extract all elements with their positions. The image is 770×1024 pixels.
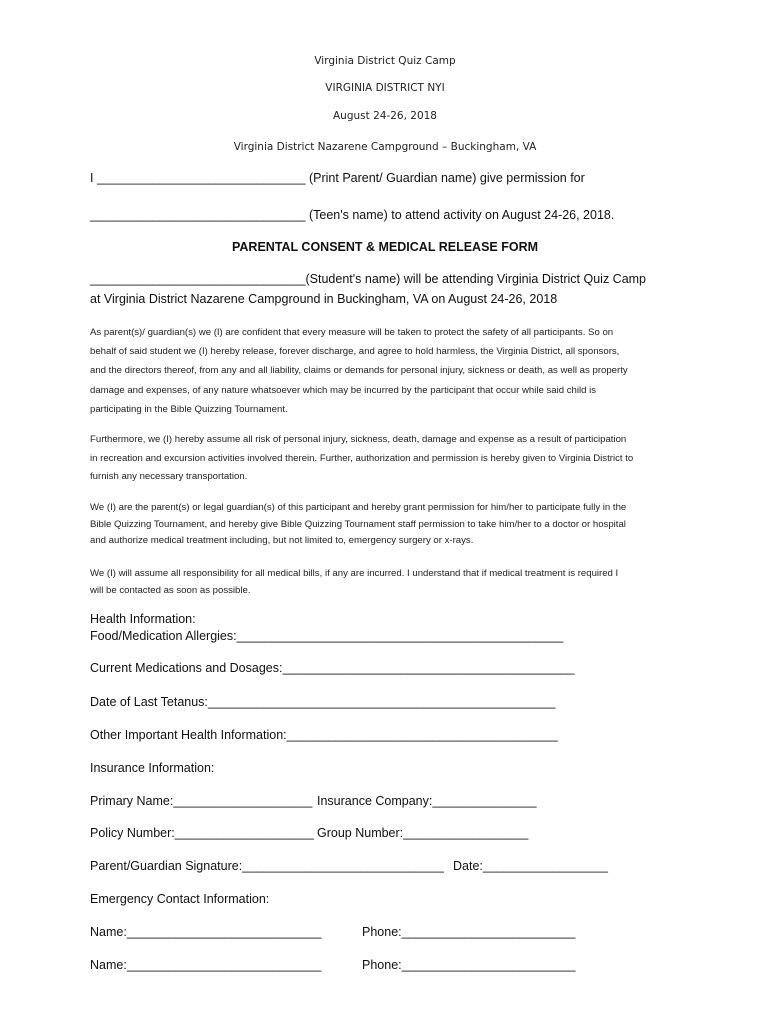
group-number-field[interactable]: Group Number:__________________ — [317, 826, 529, 840]
insurance-info-heading: Insurance Information: — [90, 761, 215, 775]
teen-permission-line: _______________________________ (Teen's name) to attend activity on August 24-26, 2018. — [90, 208, 615, 222]
paragraph-line: We (I) are the parent(s) or legal guardian(s) of this participant and hereby grant permission for him/her to participate fully in the — [90, 502, 627, 513]
event-location: Virginia District Nazarene Campground – Buckingham, VA — [233, 141, 537, 153]
insurance-company-field[interactable]: Insurance Company:_______________ — [317, 794, 537, 808]
medical-bills-paragraph — [90, 565, 650, 599]
camp-name: Virginia District Quiz Camp — [314, 55, 456, 67]
signature-date-field[interactable]: Date:__________________ — [453, 859, 609, 873]
paragraph-line: and authorize medical treatment including, but not limited to, emergency surgery or x-rays. — [90, 535, 474, 546]
emergency-contact-heading: Emergency Contact Information: — [90, 892, 270, 906]
emergency-phone-field-2[interactable]: Phone:_________________________ — [362, 958, 576, 972]
attending-location-line: at Virginia District Nazarene Campground in Buckingham, VA on August 24-26, 2018 — [90, 292, 558, 306]
paragraph-line: will be contacted as soon as possible. — [90, 585, 251, 596]
paragraph-line: Furthermore, we (I) hereby assume all risk of personal injury, sickness, death, damage and expense as a result of participation — [90, 434, 627, 445]
paragraph-line: and the directors thereof, from any and all liability, claims or demands for personal injury, sickness or death, as well as property — [90, 365, 628, 377]
paragraph-line: Bible Quizzing Tournament, and hereby give Bible Quizzing Tournament staff permission to take him/her to a doctor or hospital — [90, 518, 626, 530]
paragraph-line: in recreation and excursion activities involved therein. Further, authorization and permission is hereby given to Virginia District to — [90, 452, 634, 464]
primary-name-field[interactable]: Primary Name:____________________ — [90, 794, 313, 808]
risk-paragraph — [90, 431, 650, 487]
guardian-signature-field[interactable]: Parent/Guardian Signature:_____________________________ — [90, 859, 444, 873]
paragraph-line: As parent(s)/ guardian(s) we (I) are confident that every measure will be taken to protect the safety of all participants. So on — [90, 327, 614, 338]
other-health-info-field[interactable]: Other Important Health Information:_______________________________________ — [90, 728, 558, 742]
event-dates: August 24-26, 2018 — [333, 110, 437, 122]
emergency-phone-field-1[interactable]: Phone:_________________________ — [362, 925, 576, 939]
emergency-name-field-1[interactable]: Name:____________________________ — [90, 925, 322, 939]
organization-name: VIRGINIA DISTRICT NYI — [325, 82, 445, 94]
medical-permission-paragraph — [90, 500, 650, 550]
paragraph-line: behalf of said student we (I) hereby release, forever discharge, and agree to hold harmless, the Virginia District, all sponsors, — [90, 346, 620, 358]
student-attending-line: _______________________________(Student's name) will be attending Virginia District Quiz Camp — [90, 272, 647, 286]
emergency-name-field-2[interactable]: Name:____________________________ — [90, 958, 322, 972]
parent-permission-line: I ______________________________ (Print Parent/ Guardian name) give permission for — [90, 171, 585, 185]
paragraph-line: damage and expenses, of any nature whatsoever which may be incurred by the participant that occur while said child is — [90, 384, 597, 396]
form-title: PARENTAL CONSENT & MEDICAL RELEASE FORM — [231, 240, 539, 254]
paragraph-line: We (I) will assume all responsibility for all medical bills, if any are incurred. I understand that if medical treatment is required I — [90, 568, 619, 579]
release-paragraph — [90, 323, 650, 419]
paragraph-line: participating in the Bible Quizzing Tournament. — [90, 403, 288, 415]
allergies-field[interactable]: Food/Medication Allergies:_______________________________________________ — [90, 629, 564, 643]
policy-number-field[interactable]: Policy Number:____________________ — [90, 826, 314, 840]
paragraph-line: furnish any necessary transportation. — [90, 471, 248, 482]
tetanus-date-field[interactable]: Date of Last Tetanus:__________________________________________________ — [90, 695, 556, 709]
health-info-heading: Health Information: — [90, 612, 196, 626]
medications-field[interactable]: Current Medications and Dosages:__________________________________________ — [90, 661, 575, 675]
